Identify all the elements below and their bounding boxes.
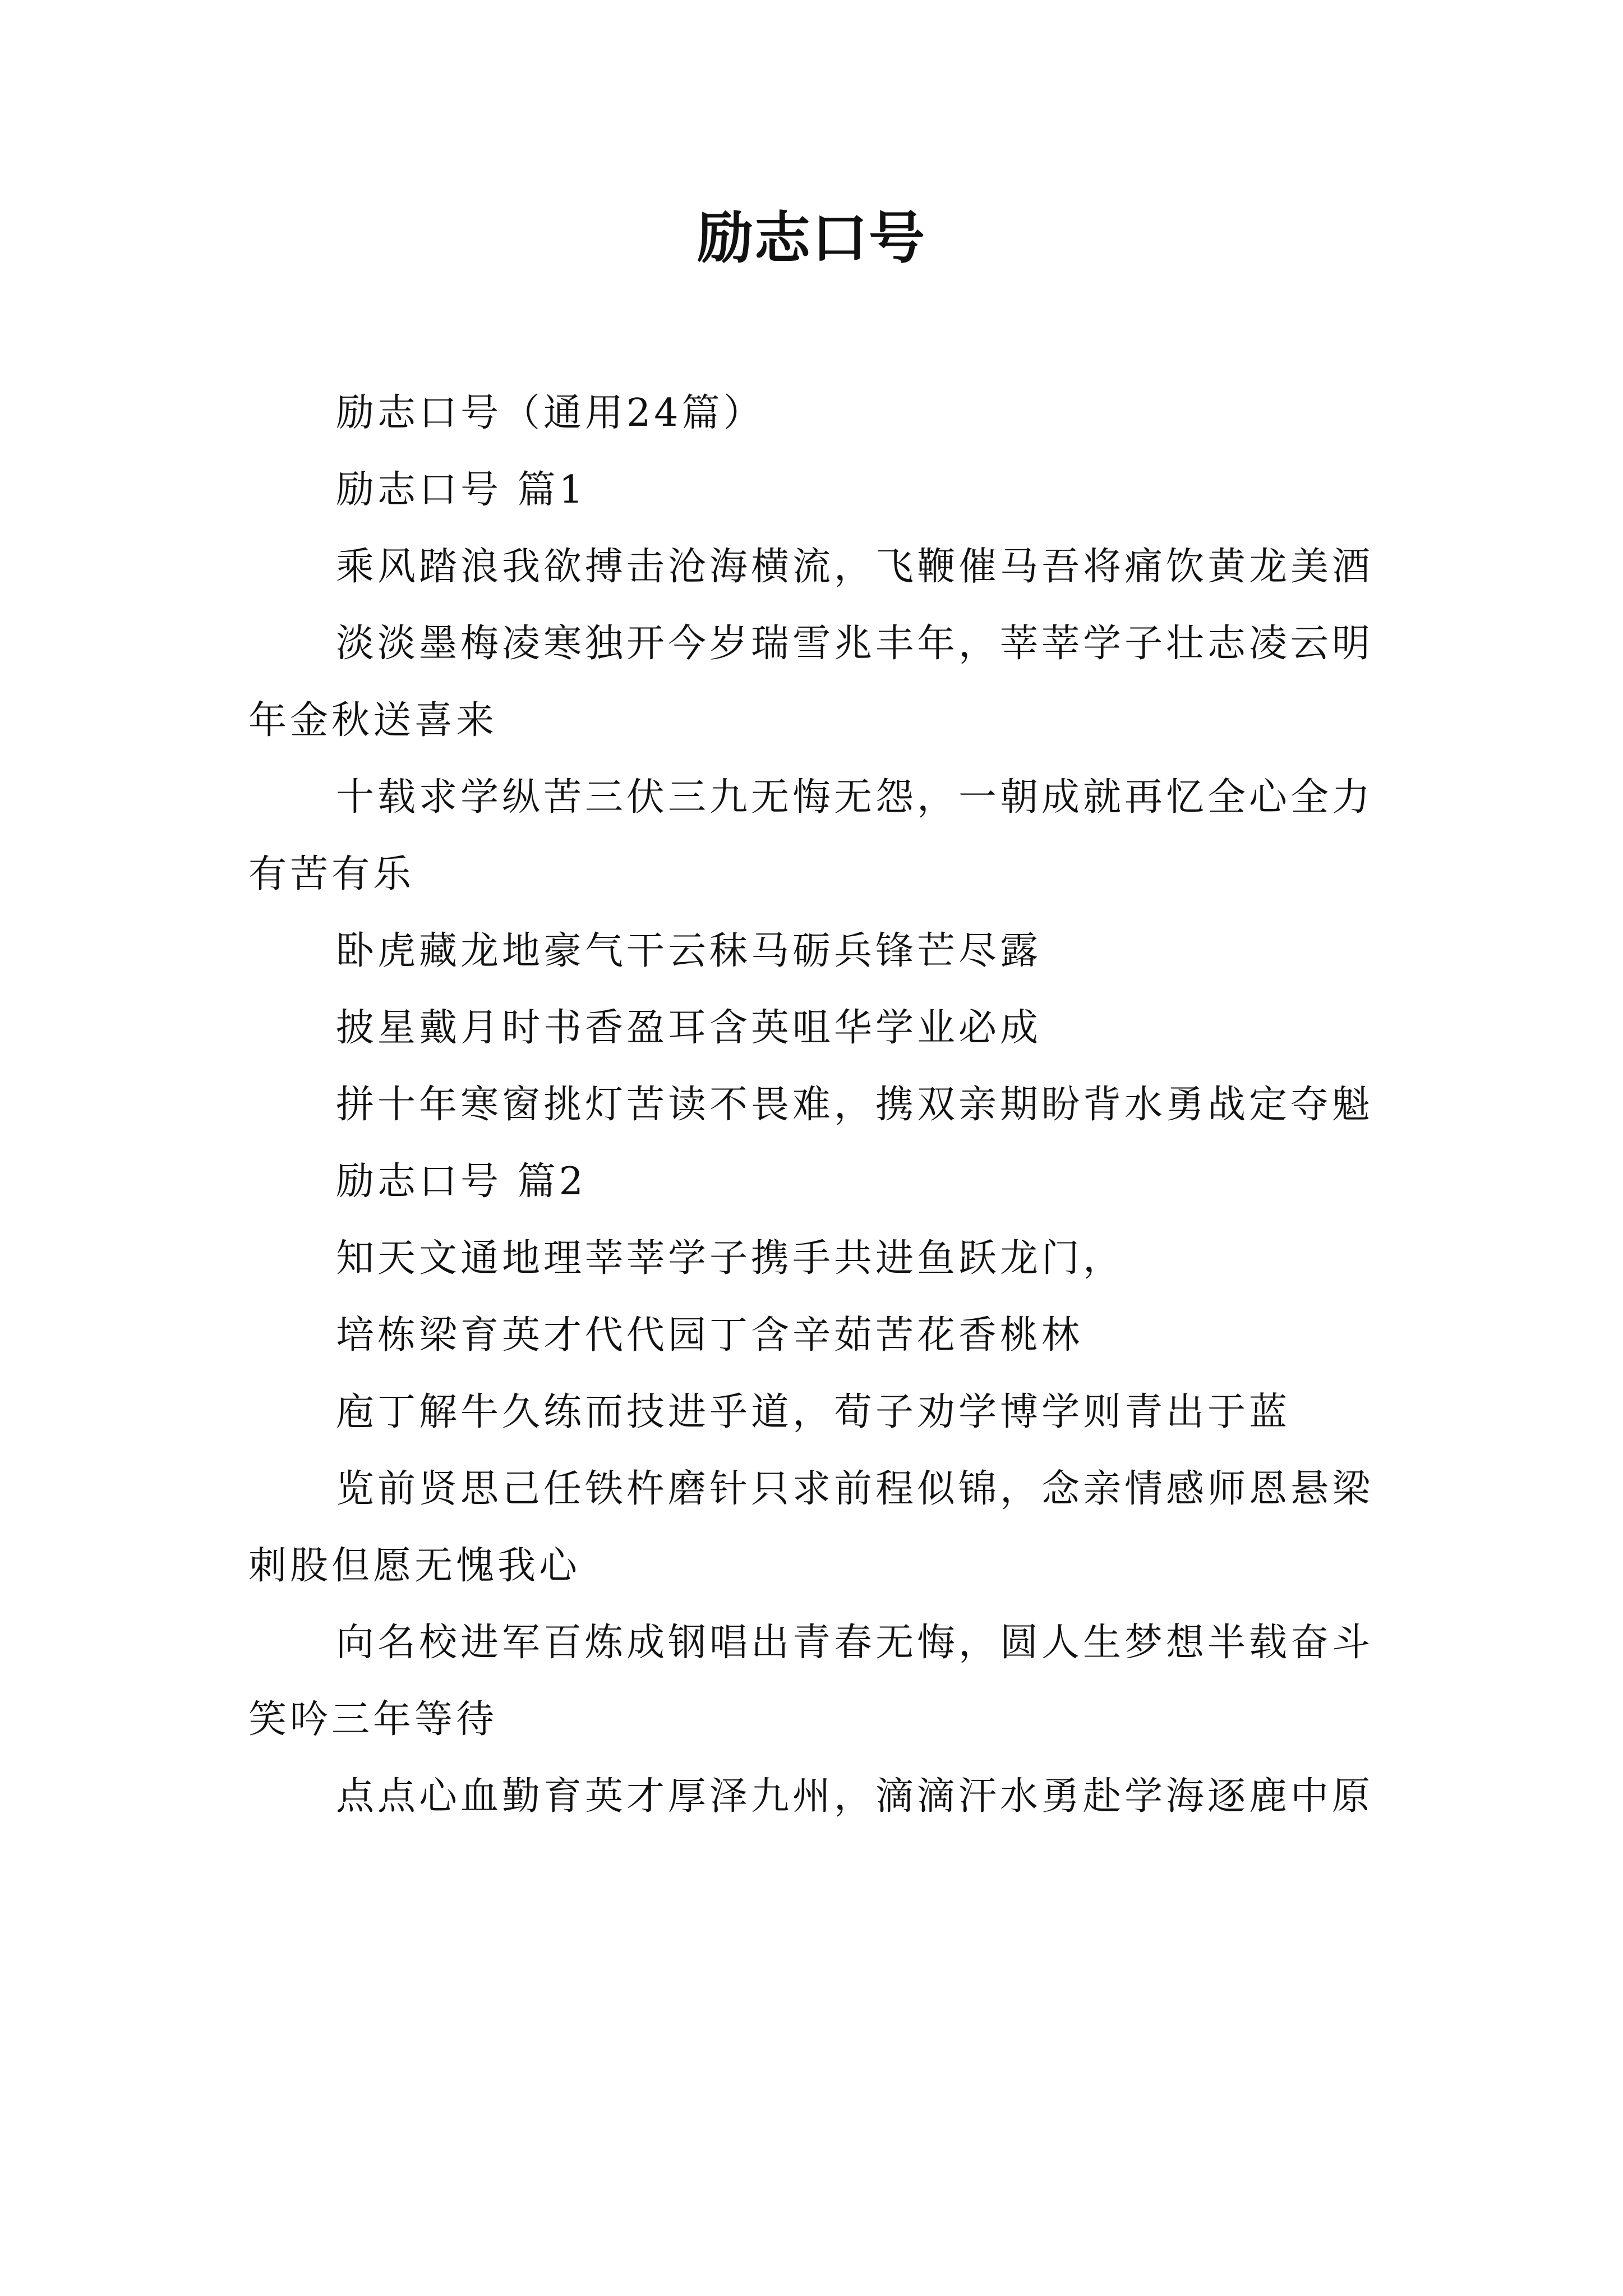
document-body: [248, 375, 1376, 1835]
paragraph: 披星戴月时书香盈耳含英咀华学业必成: [336, 1006, 1042, 1050]
paragraph: 淡淡墨梅凌寒独开今岁瑞雪兆丰年，莘莘学子壮志凌云明年金秋送喜来: [248, 622, 1374, 743]
paragraph: 培栋梁育英才代代园丁含辛茹苦花香桃林: [336, 1313, 1083, 1358]
paragraph: 拼十年寒窗挑灯苦读不畏难，携双亲期盼背水勇战定夺魁: [336, 1083, 1374, 1127]
document-title: 励志口号: [697, 205, 926, 271]
paragraph-subtitle: 励志口号（通用24篇）: [336, 391, 765, 435]
paragraph: 十载求学纵苦三伏三九无悔无怨，一朝成就再忆全心全力有苦有乐: [248, 775, 1374, 896]
section-heading-1: 励志口号 篇1: [336, 468, 587, 512]
paragraph: 乘风踏浪我欲搏击沧海横流，飞鞭催马吾将痛饮黄龙美酒: [336, 545, 1374, 589]
paragraph: 向名校进军百炼成钢唱出青春无悔，圆人生梦想半载奋斗笑吟三年等待: [248, 1621, 1374, 1742]
section-heading-2: 励志口号 篇2: [336, 1159, 587, 1204]
paragraph: 览前贤思己任铁杵磨针只求前程似锦，念亲情感师恩悬梁刺股但愿无愧我心: [248, 1467, 1374, 1588]
paragraph: 点点心血勤育英才厚泽九州，滴滴汗水勇赴学海逐鹿中原: [336, 1774, 1374, 1819]
paragraph: 知天文通地理莘莘学子携手共进鱼跃龙门，: [336, 1236, 1125, 1281]
paragraph: 庖丁解牛久练而技进乎道，荀子劝学博学则青出于蓝: [336, 1390, 1291, 1434]
paragraph: 卧虎藏龙地豪气干云秣马砺兵锋芒尽露: [336, 929, 1042, 973]
